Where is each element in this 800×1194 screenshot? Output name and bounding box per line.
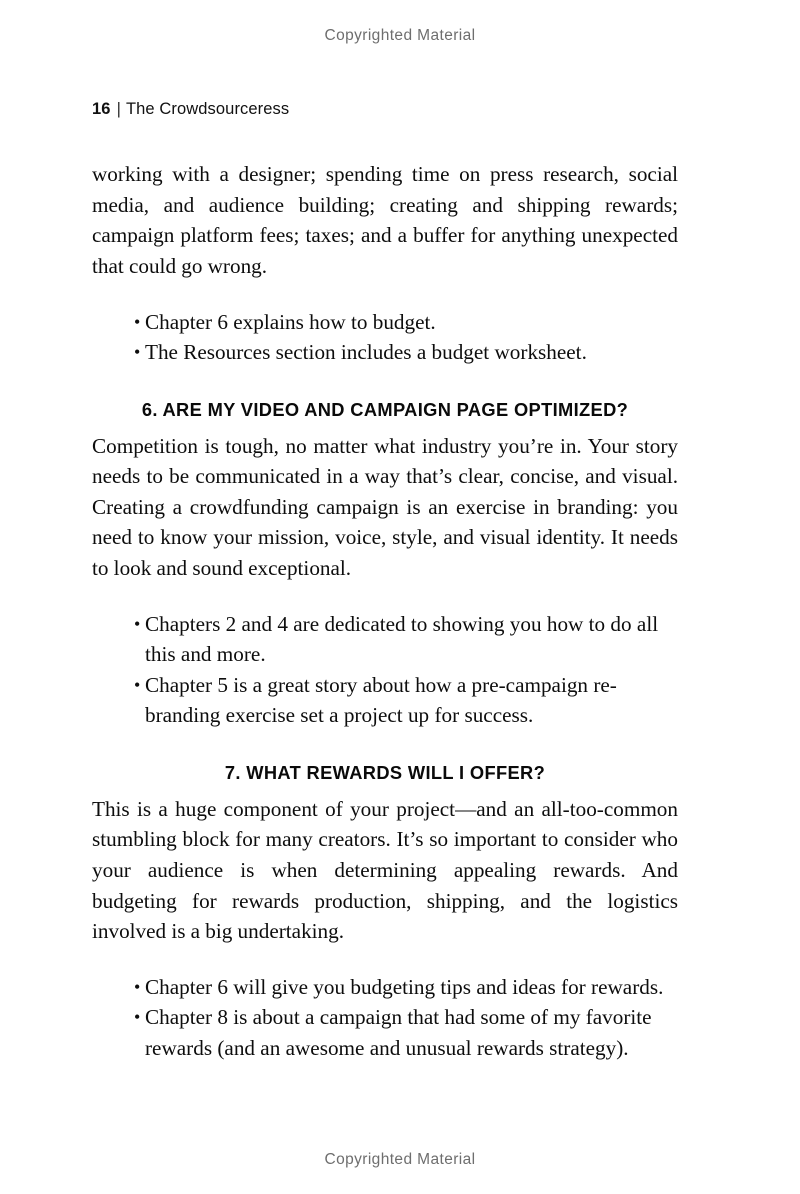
list-item	[92, 670, 678, 731]
section-heading-7: 7. WHAT REWARDS WILL I OFFER?	[224, 761, 546, 783]
page-number: 16	[92, 100, 111, 118]
section-7-bullet-list	[92, 972, 678, 1064]
bullet-icon: •	[134, 976, 141, 997]
list-item	[92, 972, 678, 1003]
folio-line	[92, 100, 678, 118]
bullet-icon: •	[134, 342, 141, 363]
book-title: The Crowdsourceress	[125, 100, 290, 118]
list-item	[92, 307, 678, 338]
bullet-icon: •	[134, 613, 141, 634]
list-item-label: Chapter 6 explains how to budget.	[145, 309, 436, 334]
intro-bullet-list	[92, 307, 678, 368]
running-foot-copyright-notice: Copyrighted Material	[324, 1151, 476, 1168]
list-item-label: Chapter 6 will give you budgeting tips and ideas for rewards.	[145, 974, 664, 999]
page-text-block	[92, 100, 678, 1064]
bullet-icon: •	[134, 311, 141, 332]
list-item	[92, 1002, 678, 1063]
section-7-paragraph: This is a huge component of your project—and an all-too-common stumbling block for many creators. It’s so important to consider who your audience is when determining appealing rewards. And budgeting for rewards production, shipping, and the logistics involved is a big undertaking.	[92, 796, 678, 944]
bullet-icon: •	[134, 674, 141, 695]
list-item	[92, 337, 678, 368]
section-heading-6: 6. ARE MY VIDEO AND CAMPAIGN PAGE OPTIMIZED?	[141, 398, 629, 420]
folio-separator: |	[116, 100, 121, 118]
list-item-label: Chapters 2 and 4 are dedicated to showing you how to do all this and more.	[145, 611, 659, 667]
section-6-bullet-list	[92, 609, 678, 731]
intro-paragraph: working with a designer; spending time on press research, social media, and audience building; creating and shipping rewards; campaign platform fees; taxes; and a buffer for anything unexpected that could go wrong.	[92, 162, 678, 278]
list-item-label: Chapter 5 is a great story about how a pre-campaign re-branding exercise set a project up for success.	[145, 672, 617, 728]
list-item-label: Chapter 8 is about a campaign that had some of my favorite rewards (and an awesome and unusual rewards strategy).	[145, 1005, 652, 1060]
bullet-icon: •	[134, 1007, 141, 1028]
running-head-copyright-notice: Copyrighted Material	[324, 27, 476, 44]
list-item-label: The Resources section includes a budget worksheet.	[145, 340, 587, 365]
list-item	[92, 609, 678, 670]
section-6-paragraph: Competition is tough, no matter what industry you’re in. Your story needs to be communicated in a way that’s clear, concise, and visual. Creating a crowdfunding campaign is an exercise in branding: you need to know your mission, voice, style, and visual identity. It needs to look and sound exceptional.	[92, 433, 678, 580]
